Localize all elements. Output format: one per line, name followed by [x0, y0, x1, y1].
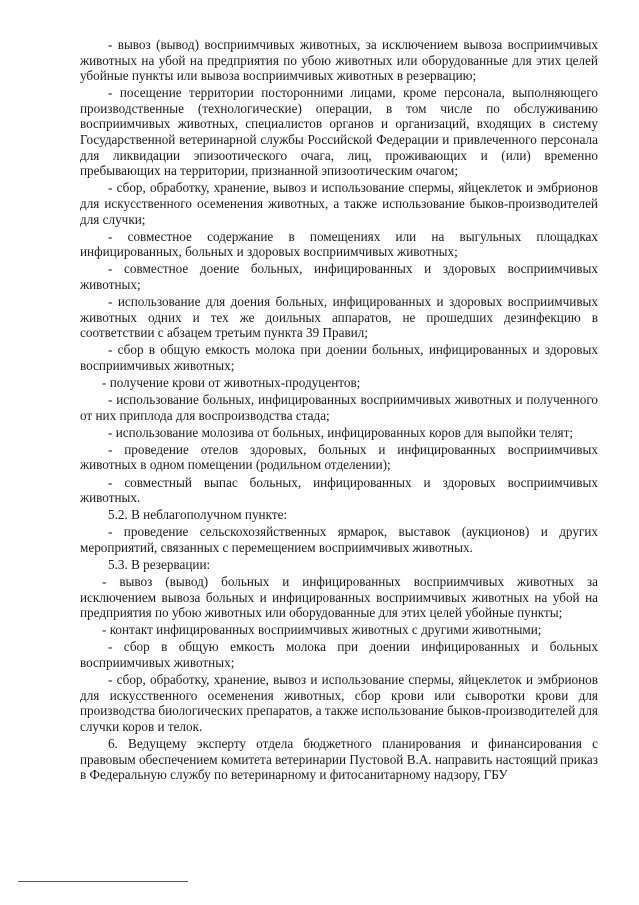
paragraph-10: - использование молозива от больных, инфицированных коров для выпойки телят;: [108, 424, 574, 440]
paragraph-19: - сбор, обработку, хранение, вывоз и использование спермы, яйцеклеток и эмбрионов для искусственного осеменения животных, сбор крови или сыворотки крови для производства биологических препаратов, а также использование быков-производителей для случки коров и телок.: [80, 672, 598, 734]
paragraph-14: - проведение сельскохозяйственных ярмарок, выставок (аукционов) и других мероприятий, связанных с перемещением восприимчивых животных.: [80, 524, 598, 555]
paragraph-1: - вывоз (вывод) восприимчивых животных, за исключением вывоза восприимчивых животных на убой на предприятия по убою животных или оборудованные для этих целей убойные пункты или вывоза восприимчивых животных в резервацию;: [80, 37, 598, 84]
paragraph-11: - проведение отелов здоровых, больных и инфицированных восприимчивых животных в одном помещении (родильном отделении);: [80, 441, 598, 473]
paragraph-8: - получение крови от животных-продуцентов;: [102, 374, 361, 390]
paragraph-3: - сбор, обработку, хранение, вывоз и использование спермы, яйцеклеток и эмбрионов для искусственного осеменения животных, а также использование быков-производителей для случки;: [80, 180, 598, 227]
paragraph-12: - совместный выпас больных, инфицированных и здоровых восприимчивых животных.: [80, 474, 598, 506]
paragraph-20: 6. Ведущему эксперту отдела бюджетного планирования и финансирования с правовым обеспечением комитета ветеринарии Пустовой В.А. направить настоящий приказ в Федеральную службу по ветеринарному и фитосанитарному надзору, ГБУ: [80, 736, 598, 783]
paragraph-18: - сбор в общую емкость молока при доении инфицированных и больных восприимчивых животных;: [80, 639, 598, 671]
paragraph-16: - вывоз (вывод) больных и инфицированных восприимчивых животных за исключением вывоза больных и инфицированных восприимчивых животных на убой на предприятия по убою животных или оборудованные для этих целей убойные пункты;: [80, 574, 598, 621]
paragraph-2: - посещение территории посторонними лицами, кроме персонала, выполняющего производственные (технологические) операции, в том числе по обслуживанию восприимчивых животных, специалистов органов и организаций, входящих в систему Государственной ветеринарной службы Российской Федерации и привлеченного персонала для ликвидации эпизоотического очага, лиц, проживающих и (или) временно пребывающих на территории, признанной эпизоотическим очагом;: [80, 85, 598, 179]
footnote-separator-line: [18, 881, 188, 882]
paragraph-9: - использование больных, инфицированных восприимчивых животных и полученного от них приплода для воспроизводства стада;: [80, 392, 598, 423]
paragraph-5: - совместное доение больных, инфицированных и здоровых восприимчивых животных;: [80, 261, 598, 292]
document-body: [80, 37, 598, 784]
paragraph-7: - сбор в общую емкость молока при доении больных, инфицированных и здоровых восприимчивых животных;: [80, 342, 598, 373]
paragraph-4: - совместное содержание в помещениях или на выгульных площадках инфицированных, больных и здоровых восприимчивых животных;: [80, 228, 598, 260]
paragraph-17: - контакт инфицированных восприимчивых животных с другими животными;: [102, 622, 542, 638]
paragraph-6: - использование для доения больных, инфицированных и здоровых восприимчивых животных одних и тех же доильных аппаратов, не прошедших дезинфекцию в соответствии с абзацем третьим пункта 39 Правил;: [80, 294, 598, 341]
section-heading-5-3: 5.3. В резервации:: [108, 557, 211, 572]
section-heading-5-2: 5.2. В неблагополучном пункте:: [108, 507, 288, 523]
